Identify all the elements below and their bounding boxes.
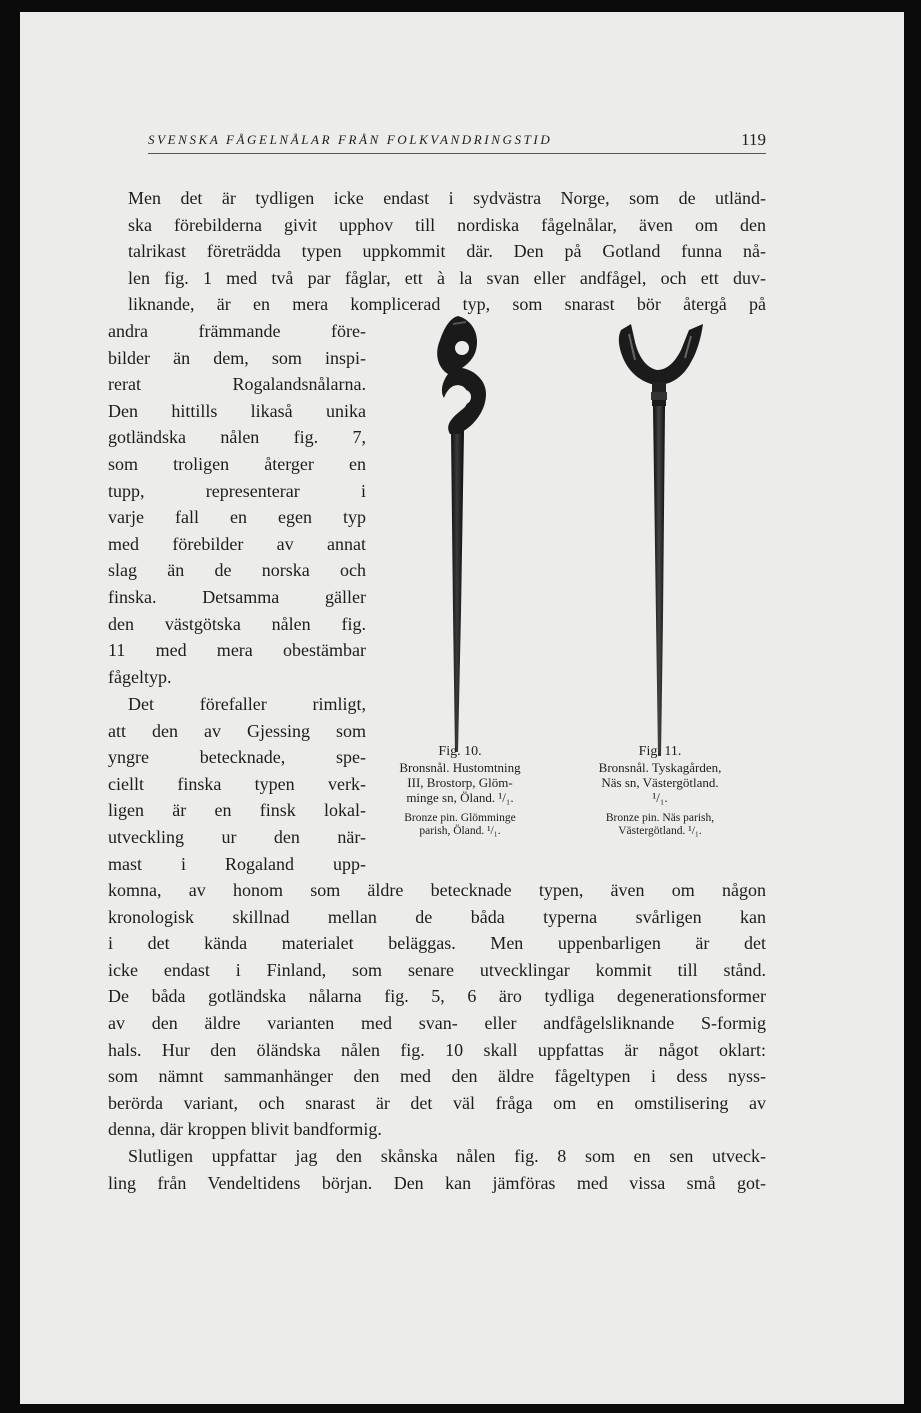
text-line: gotländska nålen fig. 7, (108, 427, 366, 448)
pin-illustration-fig-11 (605, 318, 715, 758)
text-line: ska förebilderna givit upphov till nordiska fågelnålar, även om den (128, 214, 766, 235)
text-line: kronologisk skillnad mellan de båda typerna svårligen kan (108, 906, 766, 927)
text-line: utveckling ur den när- (108, 826, 366, 847)
text-line: som nämnt sammanhänger den med den äldre fågeltypen i dess nyss- (108, 1066, 766, 1087)
text-line: icke endast i Finland, som senare utvecklingar kommit till stånd. (108, 959, 766, 980)
text-line: hals. Hur den öländska nålen fig. 10 skall uppfattas är något oklart: (108, 1039, 766, 1060)
text-line: av den äldre varianten med svan- eller andfågelsliknande S-formig (108, 1012, 766, 1033)
text-line: 11 med mera obestämbar (108, 640, 366, 661)
text-line: bilder än dem, som inspi- (108, 347, 366, 368)
caption-english-line: Västergötland. ¹/₁. (618, 825, 702, 837)
caption-english-line: Bronze pin. Näs parish, (605, 812, 715, 824)
paragraph-3 (108, 1143, 766, 1196)
paragraph-2-continued (108, 877, 766, 1143)
text-line: ligen är en finsk lokal- (108, 800, 366, 821)
text-line: De båda gotländska nålarna fig. 5, 6 äro tydliga degenerationsformer (108, 986, 766, 1007)
text-line: liknande, är en mera komplicerad typ, som snarast bör återgå på (128, 294, 766, 315)
text-line: varje fall en egen typ (108, 507, 366, 528)
caption-swedish-line: Näs sn, Västergötland. (601, 775, 719, 790)
text-line: i det kända materialet beläggas. Men uppenbarligen är det (108, 933, 766, 954)
figure-caption-fig-10 (360, 744, 560, 838)
text-line: berörda variant, och snarast är det väl fråga om en omstilisering av (108, 1092, 766, 1113)
text-line: ciellt finska typen verk- (108, 773, 366, 794)
text-line: fågeltyp. (108, 666, 172, 687)
caption-swedish-line: Bronsnål. Tyskagården, (598, 760, 722, 775)
text-line: Den hittills likaså unika (108, 400, 366, 421)
text-line: med förebilder av annat (108, 533, 366, 554)
figure-label: Fig. 11. (638, 744, 682, 759)
text-line: komna, av honom som äldre betecknade typen, även om någon (108, 880, 766, 900)
text-line: Slutligen uppfattar jag den skånska nålen fig. 8 som en sen utveck- (128, 1146, 766, 1166)
text-line: mast i Rogaland upp- (108, 853, 366, 874)
text-line: som troligen återger en (108, 453, 366, 474)
text-line: andra främmande före- (108, 321, 366, 341)
text-line: den västgötska nålen fig. (108, 613, 366, 634)
text-line: denna, där kroppen blivit bandformig. (108, 1119, 382, 1140)
text-line: rerat Rogalandsnålarna. (108, 374, 366, 395)
pin-illustration-fig-10 (420, 312, 500, 757)
text-line: ling från Vendeltidens början. Den kan jämföras med vissa små got- (108, 1172, 766, 1193)
text-line: slag än de norska och (108, 560, 366, 581)
text-line: len fig. 1 med två par fåglar, ett à la svan eller andfågel, och ett duv- (128, 267, 766, 288)
running-header (148, 130, 766, 152)
figure-caption-fig-11 (560, 744, 760, 838)
caption-english-line: parish, Öland. ¹/₁. (419, 825, 501, 837)
figure-label: Fig. 10. (438, 744, 482, 759)
caption-swedish-line: Bronsnål. Hustomtning (399, 760, 521, 775)
header-rule (148, 153, 766, 154)
text-line: Men det är tydligen icke endast i sydvästra Norge, som de utländ- (128, 188, 766, 208)
text-line: yngre betecknade, spe- (108, 747, 366, 768)
text-line: att den av Gjessing som (108, 720, 366, 741)
text-line: finska. Detsamma gäller (108, 586, 366, 607)
caption-swedish-line: ¹/₁. (652, 790, 668, 805)
caption-english-line: Bronze pin. Glömminge (404, 812, 516, 824)
text-line: Det förefaller rimligt, (128, 694, 366, 714)
text-line: talrikast företrädda typen uppkommit där. Den på Gotland funna nå- (128, 241, 766, 262)
text-line: tupp, representerar i (108, 480, 366, 501)
book-page (20, 12, 904, 1404)
paragraph-1 (108, 185, 766, 318)
caption-swedish-line: minge sn, Öland. ¹/₁. (406, 790, 514, 805)
running-title: SVENSKA FÅGELNÅLAR FRÅN FOLKVANDRINGSTID (148, 132, 553, 147)
paragraph-2 (108, 691, 366, 877)
page-number: 119 (741, 130, 766, 149)
caption-swedish-line: III, Brostorp, Glöm- (407, 775, 513, 790)
paragraph-1-continued (108, 318, 366, 690)
